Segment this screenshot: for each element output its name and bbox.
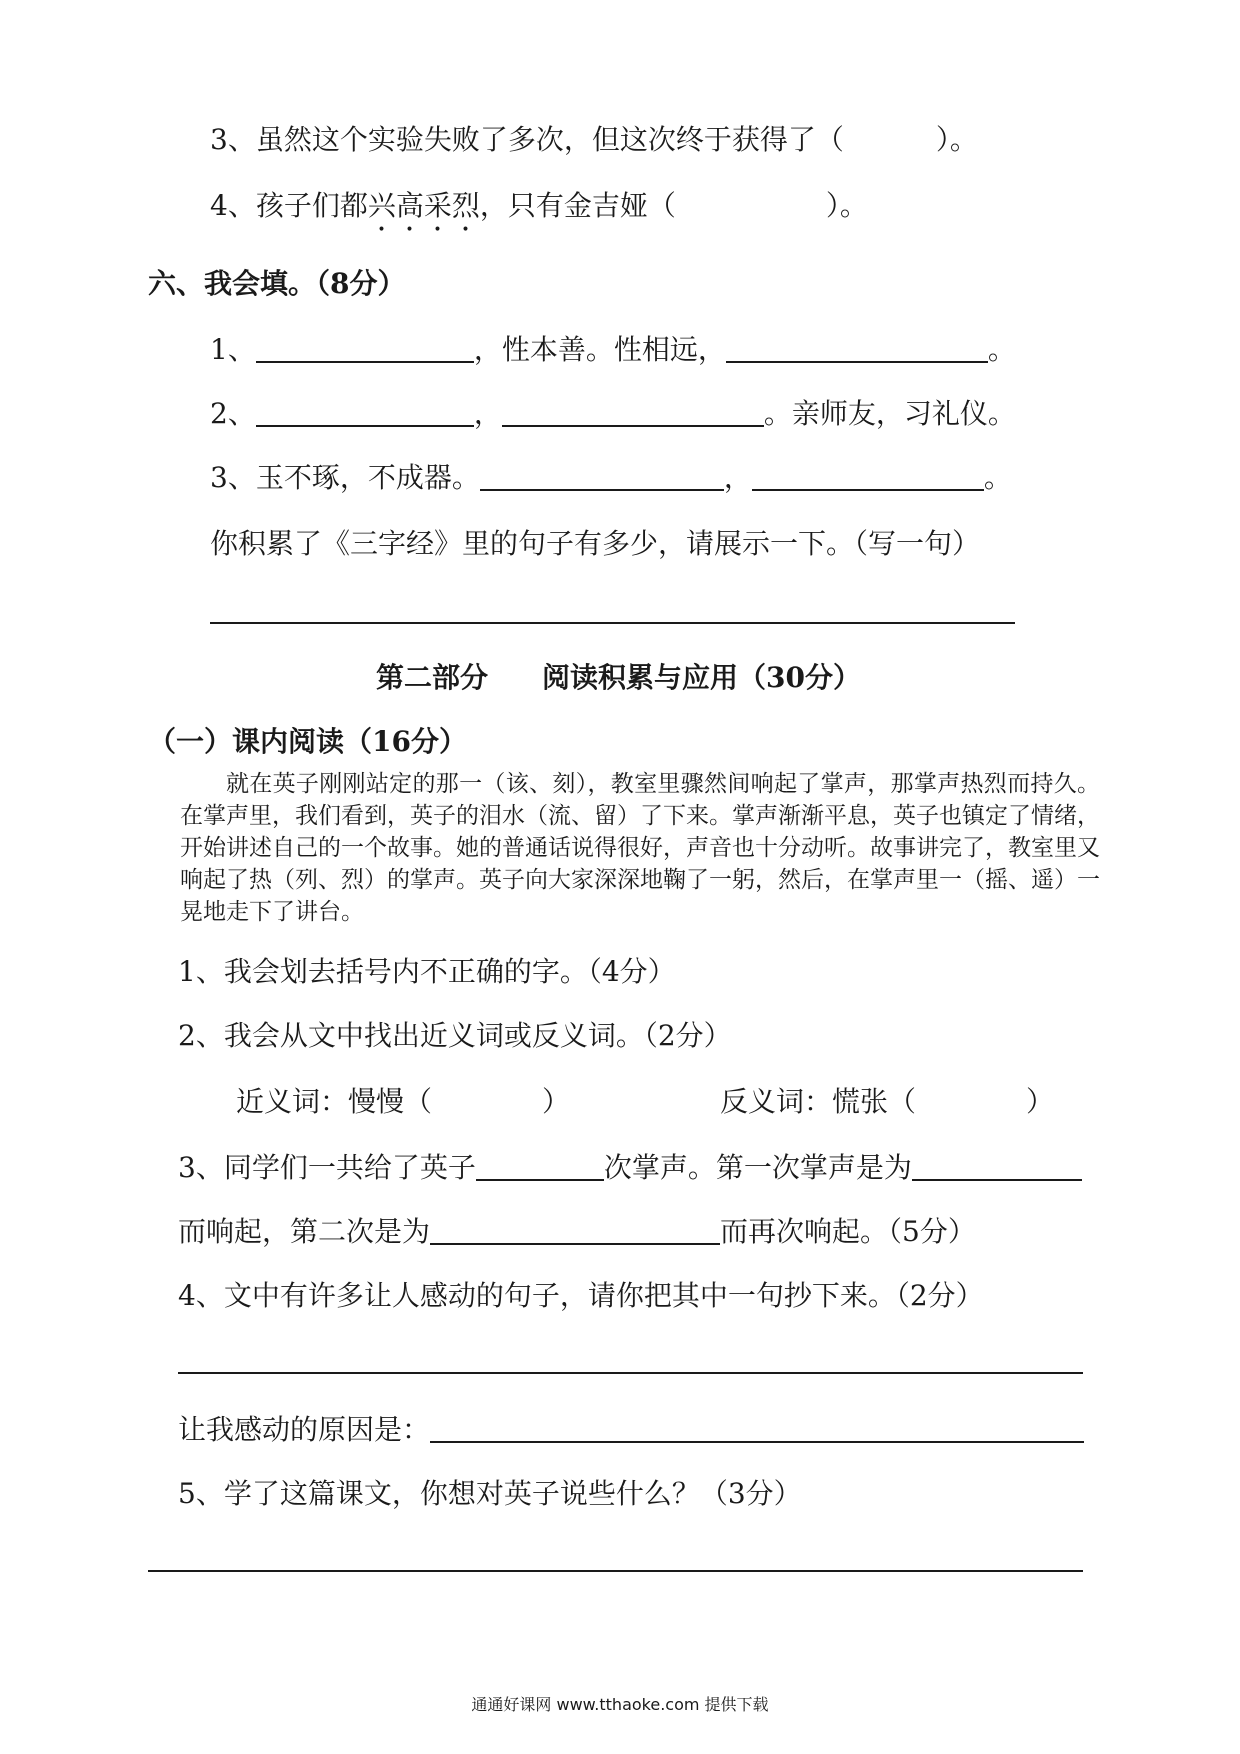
fill-question-2	[210, 396, 1016, 432]
synonym-label: 近义词：慢慢（	[236, 1085, 433, 1118]
q2-num: 2、	[210, 397, 256, 430]
q3b-start: 而响起，第二次是为	[178, 1215, 431, 1248]
reason-line	[178, 1412, 1084, 1448]
fill-question-1	[210, 332, 1016, 368]
synonym-answer	[236, 1084, 570, 1120]
antonym-close: ）	[1026, 1085, 1055, 1118]
fill-question-3	[210, 460, 1012, 496]
reason-label: 让我感动的原因是：	[178, 1413, 431, 1446]
q3-mid: 次掌声。第一次掌声是为	[603, 1151, 912, 1184]
answer-line[interactable]	[148, 1570, 1083, 1572]
antonym-answer	[720, 1084, 1054, 1120]
section-6-heading: 六、我会填。（8分）	[148, 267, 406, 300]
question-item-4	[210, 188, 868, 238]
fill-blank[interactable]	[256, 399, 474, 427]
answer-line[interactable]	[178, 1372, 1083, 1374]
reading-passage: 就在英子刚刚站定的那一（该、刻），教室里骤然间响起了掌声，那掌声热烈而持久。在掌声里，我们看到，英子的泪水（流、留）了下来。掌声渐渐平息，英子也镇定了情绪，开始讲述自己的一个故事。她的普通话说得很好，声音也十分动听。故事讲完了，教室里又响起了热（列、烈）的掌声。英子向大家深深地鞠了一躬，然后，在掌声里一（摇、遥）一晃地走下了讲台。	[180, 771, 1100, 925]
answer-line[interactable]	[210, 622, 1015, 624]
q3-start: 3、同学们一共给了英子	[178, 1151, 476, 1184]
fill-blank[interactable]	[480, 463, 724, 491]
question-item-3	[210, 122, 978, 158]
part-2-subtitle: 阅读积累与应用（30分）	[542, 661, 861, 694]
q1-mid: ，性本善。性相远，	[473, 333, 726, 366]
fill-blank[interactable]	[430, 1415, 1084, 1443]
fill-blank[interactable]	[752, 463, 984, 491]
fill-blank[interactable]	[430, 1217, 720, 1245]
reading-question-3	[178, 1150, 1082, 1186]
q3b-end: 而再次响起。（5分）	[720, 1215, 976, 1248]
fill-blank[interactable]	[726, 335, 988, 363]
q2-end: 。亲师友，习礼仪。	[763, 397, 1016, 430]
fill-blank[interactable]	[912, 1153, 1082, 1181]
q1-end: 。	[987, 333, 1016, 366]
part-2-title: 第二部分	[376, 661, 489, 694]
q2-sep: ，	[473, 397, 502, 430]
reading-question-3-continued	[178, 1214, 976, 1250]
footer-credit: 通通好课网 www.tthaoke.com 提供下载	[471, 1695, 769, 1714]
reading-question-4: 4、文中有许多让人感动的句子，请你把其中一句抄下来。（2分）	[178, 1279, 984, 1312]
fill-blank[interactable]	[476, 1153, 604, 1181]
q3-sep: ，	[723, 461, 752, 494]
reading-question-2: 2、我会从文中找出近义词或反义词。（2分）	[178, 1019, 732, 1052]
item-4-dotted-word: 兴高采烈	[367, 189, 480, 222]
q3-end: 。	[983, 461, 1012, 494]
fill-blank[interactable]	[502, 399, 764, 427]
reading-question-5: 5、学了这篇课文，你想对英子说些什么？（3分）	[178, 1477, 802, 1510]
q3-start: 3、玉不琢，不成器。	[210, 461, 480, 494]
antonym-label: 反义词：慌张（	[720, 1085, 917, 1118]
q1-num: 1、	[210, 333, 256, 366]
item-3-text: 3、虽然这个实验失败了多次，但这次终于获得了（	[210, 123, 844, 156]
fill-blank[interactable]	[256, 335, 474, 363]
item-4-prefix: 4、孩子们都	[210, 189, 368, 222]
item-3-close: ）。	[935, 123, 978, 156]
reading-heading: （一）课内阅读（16分）	[148, 725, 467, 758]
item-4-mid: ，只有金吉娅（	[479, 189, 676, 222]
synonym-close: ）	[542, 1085, 571, 1118]
sanzijing-prompt: 你积累了《三字经》里的句子有多少，请展示一下。（写一句）	[210, 527, 981, 560]
item-4-close: ）。	[825, 189, 868, 222]
reading-question-1: 1、我会划去括号内不正确的字。（4分）	[178, 955, 676, 988]
